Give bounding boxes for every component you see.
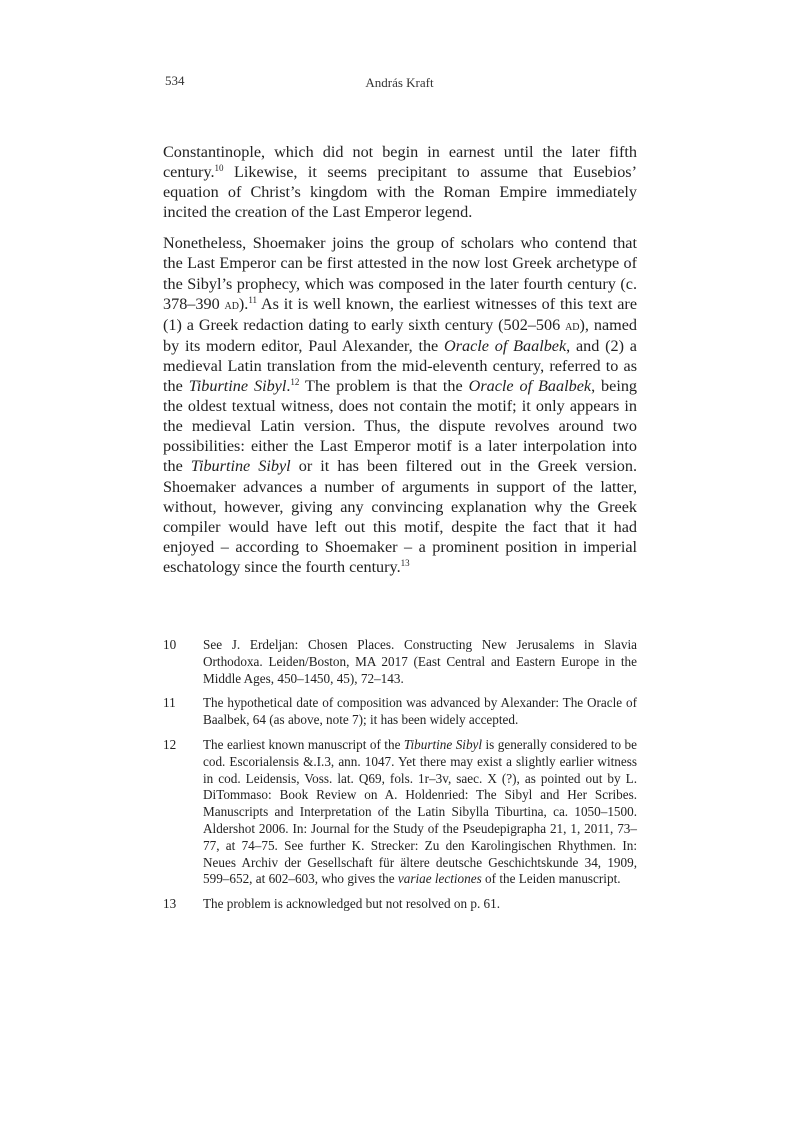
footnotes bbox=[163, 637, 637, 921]
footnote-text bbox=[203, 737, 637, 888]
italic-title: Tiburtine Sibyl bbox=[188, 377, 287, 396]
footnote bbox=[163, 695, 637, 729]
italic-title: variae lectiones bbox=[397, 871, 482, 887]
footnote-number: 10 bbox=[163, 637, 177, 652]
text-segment: The problem is that the bbox=[299, 377, 469, 396]
small-caps-text: ad bbox=[565, 317, 580, 334]
text-segment: ). bbox=[238, 294, 249, 313]
page-number: 534 bbox=[165, 73, 185, 88]
text-segment: , and (2) a medieval Latin translation from the mid-eleventh century, referred to as the bbox=[163, 336, 637, 396]
italic-title: Tiburtine Sibyl bbox=[190, 457, 291, 476]
footnote bbox=[163, 896, 637, 913]
text-segment: of the Leiden manuscript. bbox=[481, 871, 621, 887]
paragraph bbox=[163, 142, 637, 222]
text-segment: Constantinople, which did not begin in earnest until the later fifth century. bbox=[163, 143, 637, 182]
footnote-reference[interactable]: 13 bbox=[400, 557, 410, 568]
footnote-reference[interactable]: 12 bbox=[290, 377, 300, 388]
text-segment: Likewise, it seems precipitant to assume that Eusebios’ equation of Christ’s kingdom with the Roman Empire immediately incited the creation of the Last Emperor legend. bbox=[163, 163, 637, 222]
paragraph bbox=[163, 233, 637, 577]
text-segment: As it is well known, the earliest witnesses of this text are (1) a Greek redaction dating to early sixth century (502–506 bbox=[163, 294, 638, 334]
text-segment: Nonetheless, Shoemaker joins the group of scholars who contend that the Last Emperor can be first attested in the now lost Greek archetype of the Sibyl’s prophecy, which was composed in the later fourth century (c. 378–390 bbox=[163, 234, 637, 313]
running-head: András Kraft bbox=[365, 75, 434, 90]
footnote-text bbox=[203, 695, 637, 729]
footnote-reference[interactable]: 10 bbox=[214, 163, 224, 174]
text-segment: or it has been filtered out in the Greek version. Shoemaker advances a number of arguments in support of the latter, without, however, giving any convincing explanation why the Greek compiler would have left out this motif, despite the fact that it had enjoyed – according to Shoemaker – a prominent position in imperial eschatology since the fourth century. bbox=[163, 457, 638, 576]
text-segment: The hypothetical date of composition was advanced by Alexander: The Oracle of Baalbek, 64 (as above, note 7); it has been widely accepted. bbox=[203, 695, 637, 728]
text-segment: is generally considered to be cod. Escorialensis &.I.3, ann. 1047. Yet there may exist a slightly earlier witness in cod. Leidensis, Voss. lat. Q69, fols. 1r–3v, saec. X (?), as pointed out by L. DiTommaso: Book Review on A. Holdenried: The Sibyl and Her Scribes. Manuscripts and Interpretation of the Latin Sibylla Tiburtina, ca. 1050–1500. Aldershot 2006. In: Journal for the Study of the Pseudepigrapha 21, 1, 2011, 73–77, at 74–75. See further K. Strecker: Zu den Karolingischen Rhythmen. In: Neues Archiv der Gesellschaft für ältere deutsche Geschichtskunde 34, 1909, 599–652, at 602–603, who gives the bbox=[203, 736, 637, 887]
text-segment: . bbox=[286, 377, 291, 396]
footnote-number: 11 bbox=[163, 695, 176, 711]
footnote-reference[interactable]: 11 bbox=[248, 294, 258, 305]
body-text bbox=[163, 142, 637, 577]
text-segment: See J. Erdeljan: Chosen Places. Constructing New Jerusalems in Slavia Orthodoxa. Leiden/Boston, MA 2017 (East Central and Eastern Europe in the Middle Ages, 450–1450, 45), 72–143. bbox=[203, 637, 637, 686]
italic-title: Oracle of Baalbek bbox=[444, 336, 567, 355]
italic-title: Tiburtine Sibyl bbox=[403, 736, 483, 752]
text-segment: ), named by its modern editor, Paul Alexander, the bbox=[163, 315, 637, 355]
italic-title: Oracle of Baalbek bbox=[468, 377, 592, 396]
text-segment: The earliest known manuscript of the bbox=[203, 736, 404, 752]
footnote-text bbox=[203, 637, 637, 687]
footnote bbox=[163, 637, 637, 687]
text-segment: The problem is acknowledged but not resolved on p. 61. bbox=[203, 896, 501, 912]
footnote bbox=[163, 737, 637, 888]
small-caps-text: ad bbox=[224, 296, 239, 313]
footnote-number: 13 bbox=[163, 896, 177, 912]
footnote-number: 12 bbox=[163, 736, 177, 752]
text-segment: , being the oldest textual witness, does not contain the motif; it only appears in the medieval Latin version. Thus, the dispute revolves around two possibilities: either the Last Emperor motif is a later interpolation into the bbox=[163, 377, 638, 476]
footnote-text bbox=[203, 896, 637, 913]
